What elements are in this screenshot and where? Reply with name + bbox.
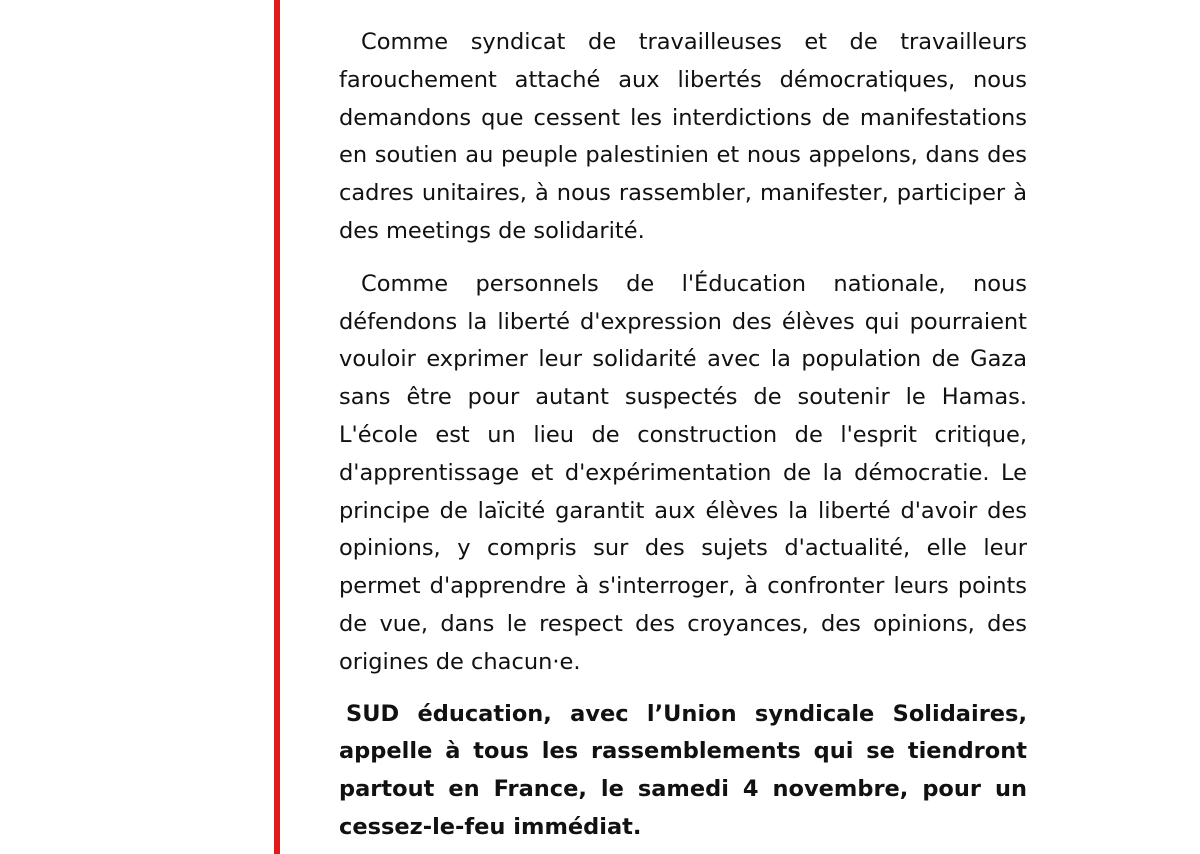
document-body [339,24,1027,847]
paragraph-liberties: Comme syndicat de travailleuses et de travailleurs farouchement attaché aux libertés démocratiques, nous demandons que cessent les interdictions de manifestations en soutien au peuple palestinien et nous appelons, dans des cadres unitaires, à nous rassembler, manifester, participer à des meetings de solidarité. [339,29,1027,244]
red-margin-rule [274,0,280,854]
paragraph-education: Comme personnels de l'Éducation nationale, nous défendons la liberté d'expression des élèves qui pourraient vouloir exprimer leur solidarité avec la population de Gaza sans être pour autant suspectés de soutenir le Hamas. L'école est un lieu de construction de l'esprit critique, d'apprentissage et d'expérimentation de la démocratie. Le principe de laïcité garantit aux élèves la liberté d'avoir des opinions, y compris sur des sujets d'actualité, elle leur permet d'apprendre à s'interroger, à confronter leurs points de vue, dans le respect des croyances, des opinions, des origines de chacun·e. [339,270,1027,675]
paragraph-call-to-action: SUD éducation, avec l’Union syndicale Solidaires, appelle à tous les rassemblements qui se tiendront partout en France, le samedi 4 novembre, pour un cessez-le-feu immédiat. [339,700,1027,840]
